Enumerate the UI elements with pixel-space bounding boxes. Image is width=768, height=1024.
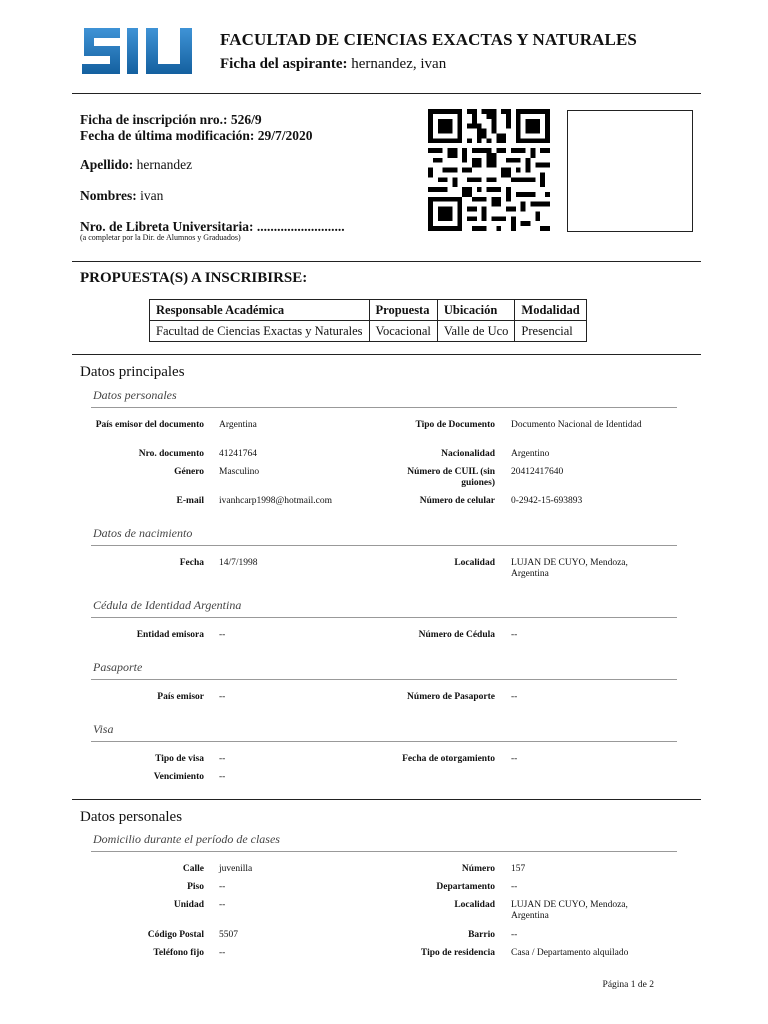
value-codigo-postal: 5507: [219, 930, 238, 940]
value-entidad-emisora: --: [219, 630, 226, 640]
divider-datos-principales: [72, 354, 701, 355]
page-number: Página 1 de 2: [602, 980, 654, 990]
label-departamento: Departamento: [436, 882, 495, 892]
propuestas-title: PROPUESTA(S) A INSCRIBIRSE:: [80, 270, 308, 286]
label-pais-emisor: País emisor del documento: [95, 420, 204, 430]
applicant-name: hernandez, ivan: [351, 56, 447, 72]
value-barrio: --: [511, 930, 518, 940]
label-genero: Género: [174, 467, 204, 477]
value-nacionalidad: Argentino: [511, 449, 550, 459]
value-fecha-otorgamiento: --: [511, 754, 518, 764]
nacimiento-subtitle: Datos de nacimiento: [93, 526, 193, 540]
value-numero-pasaporte: --: [511, 692, 518, 702]
value-unidad: --: [219, 900, 226, 910]
cell-propuesta: Vocacional: [369, 321, 437, 342]
label-tipo-documento: Tipo de Documento: [415, 420, 495, 430]
divider-visa: [91, 741, 677, 742]
label-vencimiento: Vencimiento: [153, 772, 204, 782]
label-fecha-otorgamiento: Fecha de otorgamiento: [402, 754, 495, 764]
value-calle: juvenilla: [219, 864, 253, 874]
siu-logo: [80, 24, 194, 78]
apellido-line: [80, 157, 192, 173]
label-numero: Número: [461, 864, 495, 874]
value-numero: 157: [511, 864, 526, 874]
value-tipo-residencia: Casa / Departamento alquilado: [511, 948, 629, 958]
cedula-subtitle: Cédula de Identidad Argentina: [93, 598, 242, 612]
applicant-line: [220, 56, 446, 73]
ficha-inscripcion: Ficha de inscripción nro.: 526/9: [80, 112, 262, 127]
header-ubicacion: Ubicación: [437, 300, 515, 321]
applicant-label: Ficha del aspirante:: [220, 56, 348, 72]
label-localidad-domicilio: Localidad: [454, 900, 495, 910]
header-divider: [72, 93, 701, 94]
label-localidad-nacimiento: Localidad: [454, 558, 495, 568]
divider-domicilio: [91, 851, 677, 852]
cell-responsable: Facultad de Ciencias Exactas y Naturales: [150, 321, 370, 342]
value-tipo-visa: --: [219, 754, 226, 764]
libreta-note: (a completar por la Dir. de Alumnos y Graduados): [80, 233, 241, 242]
nombres-label: Nombres:: [80, 188, 137, 203]
value-fecha-nacimiento: 14/7/1998: [219, 558, 258, 568]
divider-cedula: [91, 617, 677, 618]
value-localidad-nacimiento: LUJAN DE CUYO, Mendoza, Argentina: [511, 558, 628, 579]
header-responsable: Responsable Académica: [150, 300, 370, 321]
header-modalidad: Modalidad: [515, 300, 586, 321]
value-departamento: --: [511, 882, 518, 892]
nombres-line: [80, 188, 163, 204]
visa-subtitle: Visa: [93, 722, 114, 736]
faculty-title: FACULTAD DE CIENCIAS EXACTAS Y NATURALES: [220, 30, 637, 49]
propuestas-table: [149, 299, 587, 342]
header-propuesta: Propuesta: [369, 300, 437, 321]
value-numero-cedula: --: [511, 630, 518, 640]
value-email: ivanhcarp1998@hotmail.com: [219, 496, 332, 506]
value-pais-emisor: Argentina: [219, 420, 257, 430]
qr-code: [425, 109, 553, 231]
value-cuil: 20412417640: [511, 467, 564, 477]
nombres-value: ivan: [140, 188, 164, 203]
pasaporte-subtitle: Pasaporte: [93, 660, 143, 674]
value-vencimiento: --: [219, 772, 226, 782]
label-barrio: Barrio: [468, 930, 495, 940]
label-calle: Calle: [182, 864, 204, 874]
datos-personales-subtitle: Datos personales: [93, 388, 177, 402]
value-nro-documento: 41241764: [219, 449, 257, 459]
cell-modalidad: Presencial: [515, 321, 586, 342]
label-tipo-residencia: Tipo de residencia: [420, 948, 495, 958]
divider-nacimiento: [91, 545, 677, 546]
table-row: [150, 321, 587, 342]
domicilio-subtitle: Domicilio durante el período de clases: [93, 832, 280, 846]
libreta-line: Nro. de Libreta Universitaria: ..........................: [80, 219, 345, 234]
label-pais-pasaporte: País emisor: [157, 692, 204, 702]
label-entidad-emisora: Entidad emisora: [136, 630, 204, 640]
value-genero: Masculino: [219, 467, 260, 477]
label-tipo-visa: Tipo de visa: [155, 754, 204, 764]
apellido-value: hernandez: [136, 157, 193, 172]
divider-datos-personales: [72, 799, 701, 800]
value-piso: --: [219, 882, 226, 892]
value-pais-pasaporte: --: [219, 692, 226, 702]
datos-personales-title: Datos personales: [80, 809, 183, 825]
label-email: E-mail: [176, 496, 204, 506]
cell-ubicacion: Valle de Uco: [437, 321, 515, 342]
apellido-label: Apellido:: [80, 157, 134, 172]
divider-personales: [91, 407, 677, 408]
label-codigo-postal: Código Postal: [147, 930, 204, 940]
label-nro-documento: Nro. documento: [138, 449, 204, 459]
label-telefono-fijo: Teléfono fijo: [153, 948, 204, 958]
photo-box: [567, 110, 693, 232]
label-fecha-nacimiento: Fecha: [179, 558, 204, 568]
label-nacionalidad: Nacionalidad: [441, 449, 495, 459]
value-telefono-fijo: --: [219, 948, 226, 958]
table-header-row: [150, 300, 587, 321]
datos-principales-title: Datos principales: [80, 364, 185, 380]
label-unidad: Unidad: [173, 900, 204, 910]
label-numero-pasaporte: Número de Pasaporte: [407, 692, 495, 702]
divider-propuestas: [72, 261, 701, 262]
value-localidad-domicilio: LUJAN DE CUYO, Mendoza, Argentina: [511, 900, 628, 921]
label-celular: Número de celular: [419, 496, 495, 506]
label-numero-cedula: Número de Cédula: [418, 630, 495, 640]
label-cuil: Número de CUIL (sin guiones): [407, 467, 495, 488]
divider-pasaporte: [91, 679, 677, 680]
value-tipo-documento: Documento Nacional de Identidad: [511, 420, 642, 430]
value-celular: 0-2942-15-693893: [511, 496, 583, 506]
ficha-modificacion: Fecha de última modificación: 29/7/2020: [80, 128, 313, 143]
label-piso: Piso: [187, 882, 204, 892]
